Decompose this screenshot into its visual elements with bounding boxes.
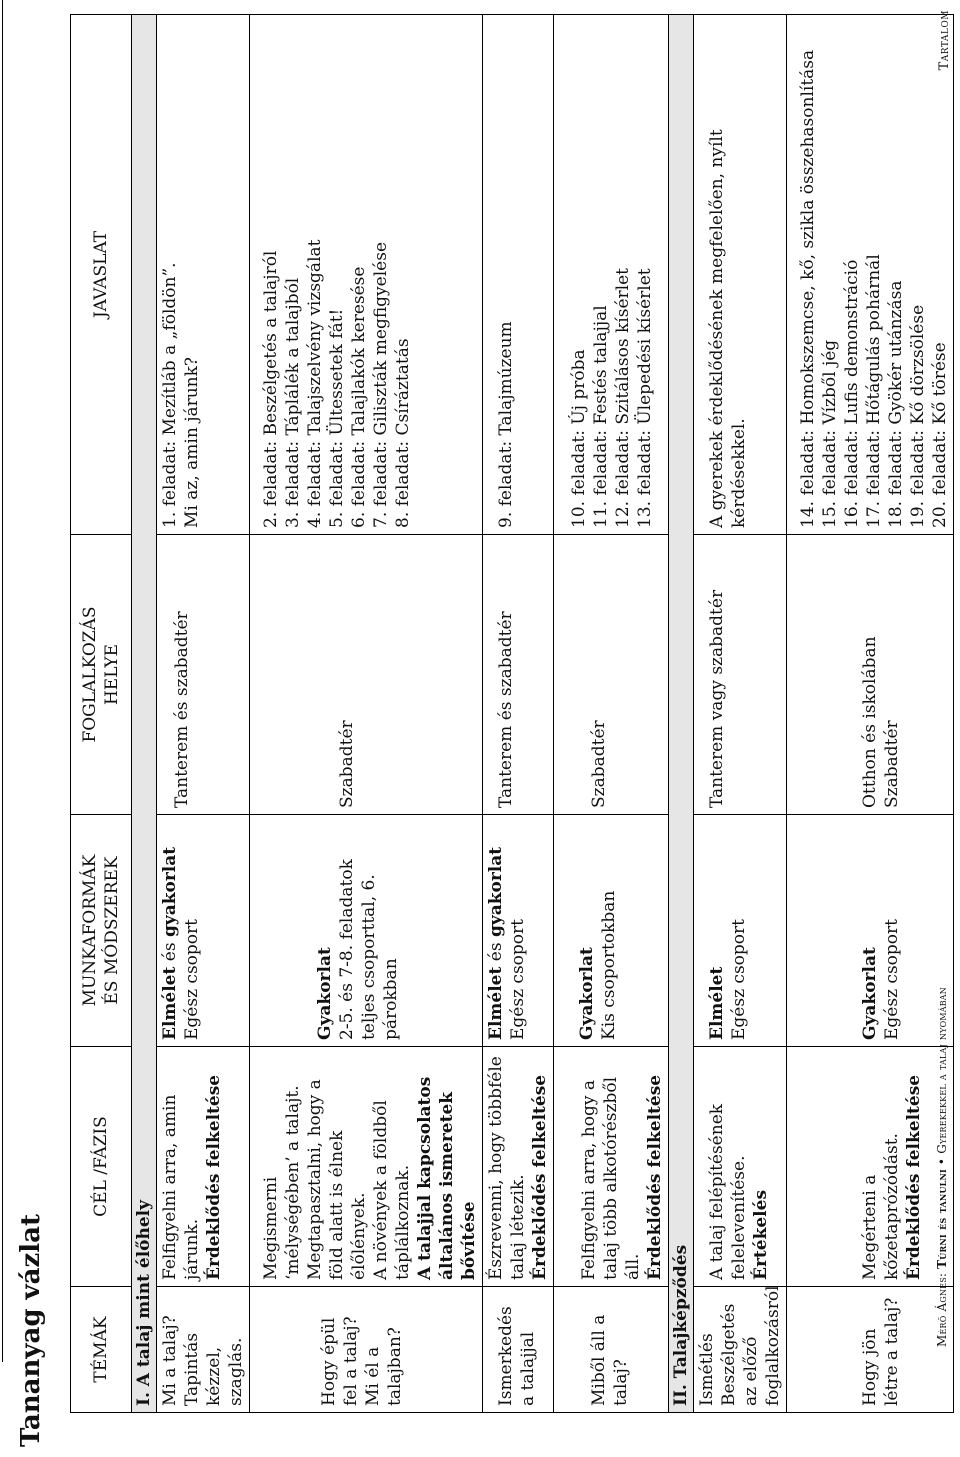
place-cell bbox=[787, 535, 954, 815]
suggestion-cell bbox=[554, 15, 669, 535]
section-title-2: II. Talajképződés bbox=[669, 15, 694, 1413]
method-text: Kis csoportokban bbox=[599, 890, 619, 1040]
top-rule bbox=[2, 0, 3, 1362]
topic-text: Mi a talaj? bbox=[160, 1315, 180, 1406]
goal-text: Megtapasztalni, hogy a föld alatt is élnek élőlények. bbox=[305, 1079, 369, 1280]
method-text: Gyakorlat bbox=[315, 947, 335, 1040]
header-fogl-line1: FOGLALKOZÁS bbox=[80, 606, 100, 743]
section-row-2 bbox=[669, 15, 694, 1413]
method-text: Egész csoport bbox=[729, 919, 749, 1040]
suggestion-text: 8. feladat: Csíráztatás bbox=[393, 338, 413, 528]
topic-text: Hogy jön létre a talaj? bbox=[860, 1297, 902, 1406]
method-text: 2-5. és 7-8. feladatok teljes csoporttal, 6. párokban bbox=[337, 859, 401, 1040]
method-text: Egész csoport bbox=[882, 919, 902, 1040]
header-temak: TÉMÁK bbox=[71, 1287, 132, 1413]
footer-book-title: Túrni és tanulni bbox=[935, 1169, 949, 1269]
method-cell bbox=[157, 815, 250, 1047]
footer-author: Mérő Ágnes: bbox=[935, 1272, 949, 1347]
place-text: Tanterem vagy szabadtér bbox=[707, 589, 727, 808]
topic-text: Beszélgetés az előző foglalkozásról bbox=[719, 1285, 783, 1406]
topic-cell bbox=[157, 1287, 250, 1413]
goal-cell bbox=[554, 1047, 669, 1287]
place-text: Otthon és iskolában bbox=[860, 636, 880, 808]
suggestion-text: 1. feladat: Mezítláb a „földön”. bbox=[160, 262, 180, 528]
goal-text: A talajjal kapcsolatos általános ismeretek bővítése bbox=[415, 1076, 479, 1280]
suggestion-text: 18. feladat: Gyökér utánzása bbox=[886, 280, 906, 528]
suggestion-cell bbox=[483, 15, 554, 535]
method-text: Elmélet bbox=[160, 966, 180, 1040]
method-text: Gyakorlat bbox=[860, 947, 880, 1040]
header-munka-line1: MUNKAFORMÁK bbox=[80, 854, 100, 1007]
footer-bullet: • bbox=[935, 1157, 949, 1166]
contents-link[interactable]: Tartalom bbox=[937, 10, 952, 71]
goal-cell bbox=[483, 1047, 554, 1287]
section-row-1 bbox=[132, 15, 157, 1413]
suggestion-cell bbox=[157, 15, 250, 535]
suggestion-text: 13. feladat: Ülepedési kísérlet bbox=[635, 268, 655, 528]
header-foglalkozas bbox=[71, 535, 132, 815]
header-munka-line2: ÉS MÓDSZEREK bbox=[102, 856, 122, 1005]
topic-text: Tapintás kézzel, szaglás. bbox=[182, 1332, 246, 1406]
place-cell bbox=[250, 535, 483, 815]
topic-cell bbox=[483, 1287, 554, 1413]
suggestion-text: 16. feladat: Lufis demonstráció bbox=[842, 259, 862, 528]
place-text: Szabadtér bbox=[337, 720, 357, 808]
method-text: Elmélet bbox=[486, 966, 506, 1040]
place-cell bbox=[157, 535, 250, 815]
topic-cell bbox=[250, 1287, 483, 1413]
suggestion-text: 2. feladat: Beszélgetés a talajról bbox=[261, 250, 281, 528]
goal-text: A növények a földből táplálkoznak. bbox=[371, 1100, 413, 1280]
place-text: Szabadtér bbox=[589, 720, 609, 808]
header-row bbox=[71, 15, 132, 1413]
method-cell bbox=[554, 815, 669, 1047]
method-cell bbox=[787, 815, 954, 1047]
goal-text: Megismerni ‘mélységében’ a talajt. bbox=[261, 1085, 303, 1280]
suggestion-text: 11. feladat: Festés talajjal bbox=[591, 305, 611, 528]
suggestion-text: A gyerekek érdeklődésének megfelelően, nyílt kérdésekkel. bbox=[707, 129, 749, 528]
goal-cell bbox=[787, 1047, 954, 1287]
method-conj: és bbox=[486, 937, 506, 967]
topic-cell bbox=[787, 1287, 954, 1413]
table-row bbox=[250, 15, 483, 1413]
header-cel: CÉL /FÁZIS bbox=[71, 1047, 132, 1287]
page-title: Tananyag vázlat bbox=[16, 1214, 46, 1447]
table-row bbox=[483, 15, 554, 1413]
topic-cell bbox=[554, 1287, 669, 1413]
suggestion-text: 20. feladat: Kő törése bbox=[930, 342, 950, 528]
suggestion-text: 3. feladat: Táplálék a talajból bbox=[283, 277, 303, 528]
topic-text: Mi él a talajban? bbox=[363, 1327, 405, 1406]
suggestion-cell bbox=[250, 15, 483, 535]
header-munkaformak bbox=[71, 815, 132, 1047]
table-row bbox=[157, 15, 250, 1413]
method-cell bbox=[694, 815, 787, 1047]
method-text: gyakorlat bbox=[486, 846, 506, 938]
table-row bbox=[787, 15, 954, 1413]
suggestion-cell bbox=[694, 15, 787, 535]
running-footer bbox=[935, 987, 949, 1347]
goal-text: Észrevenni, hogy többféle talaj létezik. bbox=[486, 1056, 528, 1280]
suggestion-text: 6. feladat: Talajlakók keresése bbox=[349, 266, 369, 528]
method-text: Gyakorlat bbox=[577, 947, 597, 1040]
suggestion-text: 10. feladat: Új próba bbox=[569, 349, 589, 528]
goal-text: Érdeklődés felkeltése bbox=[204, 1074, 224, 1280]
header-javaslat: JAVASLAT bbox=[71, 15, 132, 535]
goal-text: Értékelés bbox=[751, 1189, 771, 1280]
suggestion-text: 15. feladat: Vízből jég bbox=[820, 339, 840, 528]
suggestion-text: 7. feladat: Giliszták megfigyelése bbox=[371, 241, 391, 528]
method-conj: és bbox=[160, 937, 180, 967]
suggestion-text: 5. feladat: Ültessetek fát! bbox=[327, 308, 347, 528]
place-cell bbox=[694, 535, 787, 815]
place-cell bbox=[554, 535, 669, 815]
topic-text: Ismétlés bbox=[697, 1333, 717, 1406]
method-text: Egész csoport bbox=[182, 919, 202, 1040]
place-text: Tanterem és szabadtér bbox=[172, 611, 192, 808]
goal-text: Érdeklődés felkeltése bbox=[530, 1074, 550, 1280]
section-title-1: I. A talaj mint élőhely bbox=[132, 15, 157, 1413]
suggestion-text: 14. feladat: Homokszemcse, kő, szikla összehasonlítása bbox=[798, 49, 818, 528]
suggestion-text: Mi az, amin járunk? bbox=[182, 356, 202, 528]
method-text: Elmélet bbox=[707, 966, 727, 1040]
suggestion-text: 19. feladat: Kő dörzsölése bbox=[908, 304, 928, 528]
topic-text: Miből áll a talaj? bbox=[589, 1314, 631, 1406]
lesson-plan-table bbox=[70, 14, 954, 1413]
topic-cell bbox=[694, 1287, 787, 1413]
goal-cell bbox=[157, 1047, 250, 1287]
goal-cell bbox=[250, 1047, 483, 1287]
place-cell bbox=[483, 535, 554, 815]
header-fogl-line2: HELYE bbox=[102, 643, 122, 706]
suggestion-text: 12. feladat: Szitálásos kísérlet bbox=[613, 268, 633, 528]
goal-text: Érdeklődés felkeltése bbox=[904, 1074, 924, 1280]
method-text: Egész csoport bbox=[508, 919, 528, 1040]
suggestion-text: 17. feladat: Hőtágulás pohárnál bbox=[864, 254, 884, 528]
topic-text: Hogy épül fel a talaj? bbox=[319, 1316, 361, 1406]
goal-text: Megérteni a kőzetaprózódást. bbox=[860, 1133, 902, 1280]
goal-text: A talaj felépítésének felelevenítése. bbox=[707, 1103, 749, 1280]
table-row bbox=[554, 15, 669, 1413]
goal-cell bbox=[694, 1047, 787, 1287]
method-text: gyakorlat bbox=[160, 846, 180, 938]
table-row bbox=[694, 15, 787, 1413]
place-text: Tanterem és szabadtér bbox=[496, 611, 516, 808]
goal-text: Felfigyelni arra, hogy a talaj több alkotórészből áll. bbox=[579, 1076, 643, 1280]
suggestion-text: 9. feladat: Talajmúzeum bbox=[496, 321, 516, 528]
goal-text: Felfigyelni arra, amin járunk. bbox=[160, 1094, 202, 1280]
footer-subtitle: Gyerekekkel a talaj nyomában bbox=[935, 987, 949, 1154]
method-cell bbox=[483, 815, 554, 1047]
suggestion-cell bbox=[787, 15, 954, 535]
goal-text: Érdeklődés felkeltése bbox=[645, 1074, 665, 1280]
method-cell bbox=[250, 815, 483, 1047]
topic-text: Ismerkedés a talajjal bbox=[496, 1306, 538, 1406]
suggestion-text: 4. feladat: Talajszelvény vizsgálat bbox=[305, 239, 325, 528]
place-text: Szabadtér bbox=[882, 720, 902, 808]
